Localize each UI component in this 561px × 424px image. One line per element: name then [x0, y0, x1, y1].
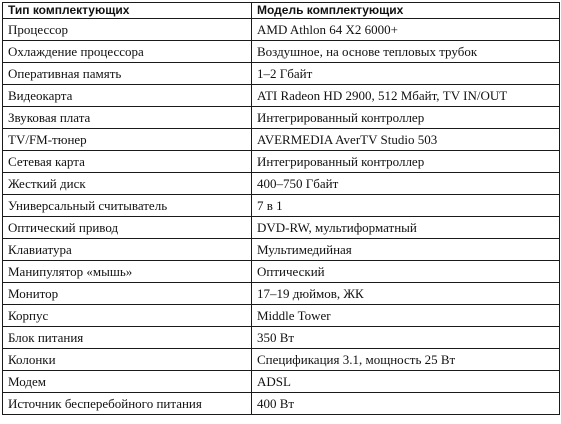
column-header-component-model: Модель комплектующих	[252, 3, 560, 19]
table-row	[3, 19, 560, 41]
component-type-cell: Манипулятор «мышь»	[3, 261, 252, 283]
table-row	[3, 85, 560, 107]
component-type-cell: Сетевая карта	[3, 151, 252, 173]
table-body	[3, 19, 560, 415]
component-type-cell: Жесткий диск	[3, 173, 252, 195]
component-model-cell: Оптический	[252, 261, 560, 283]
table-row	[3, 195, 560, 217]
component-type-cell: Клавиатура	[3, 239, 252, 261]
table-row	[3, 349, 560, 371]
component-model-cell: Спецификация 3.1, мощность 25 Вт	[252, 349, 560, 371]
component-type-cell: Корпус	[3, 305, 252, 327]
table-row	[3, 41, 560, 63]
table-row	[3, 261, 560, 283]
components-table	[2, 2, 560, 415]
table-row	[3, 371, 560, 393]
component-type-cell: Звуковая плата	[3, 107, 252, 129]
component-model-cell: 350 Вт	[252, 327, 560, 349]
component-type-cell: TV/FM-тюнер	[3, 129, 252, 151]
component-model-cell: 1–2 Гбайт	[252, 63, 560, 85]
component-model-cell: Middle Tower	[252, 305, 560, 327]
table-header	[3, 3, 560, 19]
component-type-cell: Источник бесперебойного питания	[3, 393, 252, 415]
table-row	[3, 217, 560, 239]
table-row	[3, 305, 560, 327]
component-model-cell: Интегрированный контроллер	[252, 151, 560, 173]
component-type-cell: Модем	[3, 371, 252, 393]
component-type-cell: Блок питания	[3, 327, 252, 349]
component-type-cell: Оперативная память	[3, 63, 252, 85]
component-type-cell: Оптический привод	[3, 217, 252, 239]
column-header-component-type: Тип комплектующих	[3, 3, 252, 19]
component-model-cell: AVERMEDIA AverTV Studio 503	[252, 129, 560, 151]
header-row	[3, 3, 560, 19]
component-model-cell: Мультимедийная	[252, 239, 560, 261]
table-row	[3, 239, 560, 261]
table-row	[3, 173, 560, 195]
table-row	[3, 129, 560, 151]
component-type-cell: Процессор	[3, 19, 252, 41]
component-type-cell: Охлаждение процессора	[3, 41, 252, 63]
component-model-cell: ADSL	[252, 371, 560, 393]
component-model-cell: AMD Athlon 64 X2 6000+	[252, 19, 560, 41]
component-model-cell: 7 в 1	[252, 195, 560, 217]
table-row	[3, 393, 560, 415]
component-type-cell: Видеокарта	[3, 85, 252, 107]
component-model-cell: Воздушное, на основе тепловых трубок	[252, 41, 560, 63]
component-model-cell: Интегрированный контроллер	[252, 107, 560, 129]
component-model-cell: ATI Radeon HD 2900, 512 Мбайт, TV IN/OUT	[252, 85, 560, 107]
table-row	[3, 283, 560, 305]
component-type-cell: Монитор	[3, 283, 252, 305]
table-row	[3, 107, 560, 129]
component-type-cell: Колонки	[3, 349, 252, 371]
table-row	[3, 327, 560, 349]
table-row	[3, 63, 560, 85]
table-row	[3, 151, 560, 173]
component-type-cell: Универсальный считыватель	[3, 195, 252, 217]
component-model-cell: 17–19 дюймов, ЖК	[252, 283, 560, 305]
component-model-cell: 400 Вт	[252, 393, 560, 415]
component-model-cell: 400–750 Гбайт	[252, 173, 560, 195]
component-model-cell: DVD-RW, мультиформатный	[252, 217, 560, 239]
